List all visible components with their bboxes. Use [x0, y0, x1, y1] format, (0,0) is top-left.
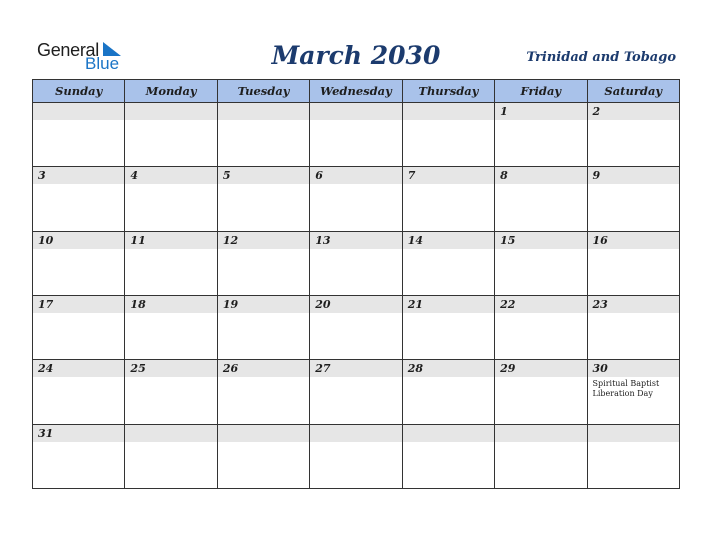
day-number	[403, 103, 494, 120]
day-number: 1	[495, 103, 586, 120]
day-cell[interactable]	[587, 360, 679, 424]
day-cell[interactable]	[402, 360, 494, 424]
day-number: 29	[495, 360, 586, 377]
day-number: 23	[588, 296, 679, 313]
day-number: 6	[310, 167, 401, 184]
day-number: 27	[310, 360, 401, 377]
day-number: 20	[310, 296, 401, 313]
day-number: 18	[125, 296, 216, 313]
day-cell[interactable]	[217, 295, 309, 359]
day-number	[310, 425, 401, 442]
day-cell[interactable]	[495, 295, 587, 359]
day-number	[403, 425, 494, 442]
day-cell[interactable]	[125, 103, 217, 167]
day-number: 25	[125, 360, 216, 377]
day-cell[interactable]	[310, 167, 402, 231]
day-number: 19	[218, 296, 309, 313]
day-number: 2	[588, 103, 679, 120]
logo-blue-text: Blue	[85, 54, 120, 73]
day-number: 12	[218, 232, 309, 249]
day-number: 7	[403, 167, 494, 184]
week-row	[33, 231, 680, 295]
day-cell[interactable]	[402, 103, 494, 167]
day-cell[interactable]	[402, 231, 494, 295]
day-number: 16	[588, 232, 679, 249]
day-cell[interactable]	[33, 295, 125, 359]
day-number: 14	[403, 232, 494, 249]
day-cell[interactable]	[33, 103, 125, 167]
weekday-header: Thursday	[402, 80, 494, 103]
week-row	[33, 424, 680, 488]
calendar-grid	[32, 79, 680, 489]
day-number	[310, 103, 401, 120]
day-cell[interactable]	[125, 231, 217, 295]
day-cell[interactable]	[587, 167, 679, 231]
week-row	[33, 103, 680, 167]
day-number	[495, 425, 586, 442]
day-cell[interactable]	[402, 295, 494, 359]
weekday-header: Tuesday	[217, 80, 309, 103]
week-row	[33, 360, 680, 424]
weekday-header: Monday	[125, 80, 217, 103]
day-number: 22	[495, 296, 586, 313]
day-cell[interactable]	[310, 231, 402, 295]
day-number: 5	[218, 167, 309, 184]
day-number	[218, 425, 309, 442]
logo-general-text: General	[37, 40, 99, 60]
day-cell[interactable]	[125, 295, 217, 359]
day-number	[33, 103, 124, 120]
logo	[37, 40, 127, 74]
day-number: 24	[33, 360, 124, 377]
day-cell[interactable]	[587, 295, 679, 359]
day-cell[interactable]	[125, 167, 217, 231]
day-number: 21	[403, 296, 494, 313]
day-number: 30	[588, 360, 679, 377]
day-number	[125, 103, 216, 120]
day-number: 11	[125, 232, 216, 249]
day-cell[interactable]	[495, 360, 587, 424]
day-cell[interactable]	[33, 360, 125, 424]
weekday-header: Saturday	[587, 80, 679, 103]
weekday-header: Friday	[495, 80, 587, 103]
day-cell[interactable]	[217, 424, 309, 488]
day-cell[interactable]	[217, 360, 309, 424]
weekday-header: Sunday	[33, 80, 125, 103]
day-cell[interactable]	[310, 360, 402, 424]
day-cell[interactable]	[495, 167, 587, 231]
day-cell[interactable]	[33, 167, 125, 231]
day-cell[interactable]	[495, 103, 587, 167]
day-number: 26	[218, 360, 309, 377]
day-number	[125, 425, 216, 442]
page-title: March 2030	[271, 41, 441, 70]
day-cell[interactable]	[587, 424, 679, 488]
week-row	[33, 295, 680, 359]
weekday-header-row	[33, 80, 680, 103]
country-name: Trinidad and Tobago	[526, 50, 676, 65]
day-cell[interactable]	[217, 231, 309, 295]
day-cell[interactable]	[495, 424, 587, 488]
day-cell[interactable]	[310, 424, 402, 488]
day-cell[interactable]	[587, 231, 679, 295]
day-cell[interactable]	[33, 424, 125, 488]
day-cell[interactable]	[33, 231, 125, 295]
day-number: 9	[588, 167, 679, 184]
day-number: 31	[33, 425, 124, 442]
day-number: 13	[310, 232, 401, 249]
day-cell[interactable]	[402, 167, 494, 231]
day-cell[interactable]	[125, 360, 217, 424]
day-number	[218, 103, 309, 120]
day-number: 15	[495, 232, 586, 249]
day-cell[interactable]	[587, 103, 679, 167]
day-number: 17	[33, 296, 124, 313]
day-number: 4	[125, 167, 216, 184]
day-cell[interactable]	[402, 424, 494, 488]
day-cell[interactable]	[495, 231, 587, 295]
day-number: 3	[33, 167, 124, 184]
day-cell[interactable]	[310, 103, 402, 167]
holiday-event: Spiritual Baptist Liberation Day	[592, 379, 660, 399]
day-cell[interactable]	[217, 167, 309, 231]
weekday-header: Wednesday	[310, 80, 402, 103]
week-row	[33, 167, 680, 231]
day-number	[588, 425, 679, 442]
day-cell[interactable]	[217, 103, 309, 167]
day-cell[interactable]	[310, 295, 402, 359]
day-number: 8	[495, 167, 586, 184]
day-number: 28	[403, 360, 494, 377]
day-number: 10	[33, 232, 124, 249]
day-cell[interactable]	[125, 424, 217, 488]
